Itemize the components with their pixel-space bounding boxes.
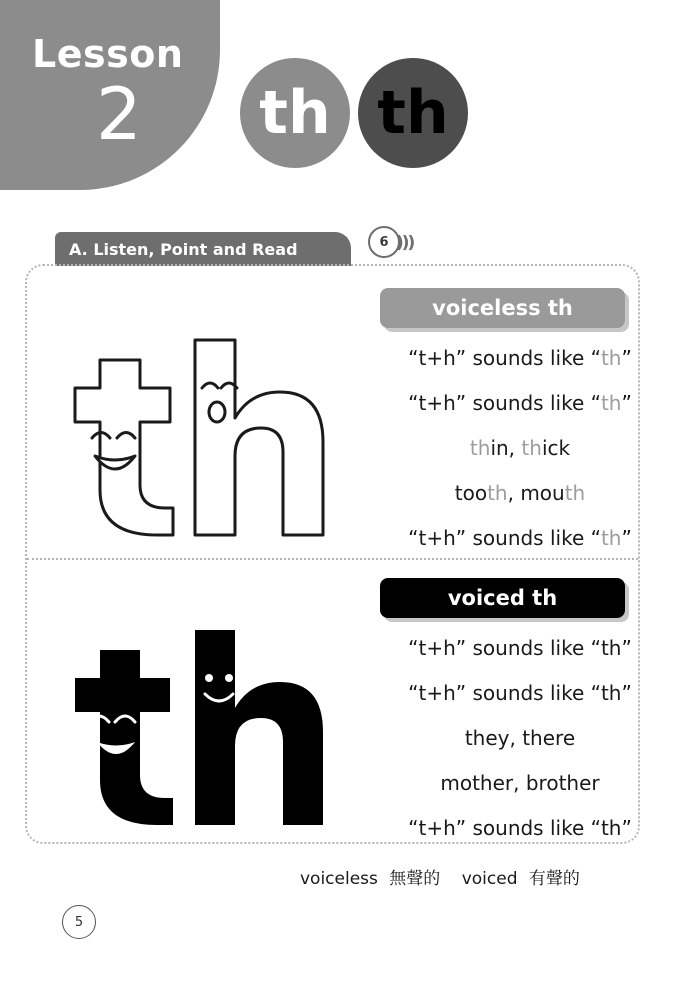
text-segment: “t+h” sounds like “	[408, 346, 601, 370]
text-segment: ick	[541, 436, 571, 460]
text-segment: mother, brother	[440, 771, 600, 795]
glossary-term-voiceless: voiceless	[300, 869, 378, 889]
lesson-number: 2	[96, 72, 142, 156]
voiceless-label: voiceless th	[380, 288, 625, 328]
th-highlight: th	[600, 346, 622, 370]
audio-track-icon[interactable]	[368, 226, 414, 260]
text-segment: “t+h” sounds like “	[408, 391, 601, 415]
th-highlight: th	[469, 436, 491, 460]
th-highlight: th	[564, 481, 586, 505]
audio-track-number: 6	[368, 226, 400, 258]
voiced-text-lines	[355, 626, 685, 851]
glossary-note	[300, 864, 660, 889]
text-segment: ”	[621, 391, 632, 415]
text-line	[355, 716, 685, 761]
voiceless-th-letter-characters	[45, 330, 335, 550]
voiced-th-letter-characters	[45, 620, 335, 840]
text-segment: in,	[490, 436, 522, 460]
voiceless-text-lines	[355, 336, 685, 561]
text-segment: , mou	[507, 481, 565, 505]
text-segment: “t+h” sounds like “th”	[408, 816, 632, 840]
text-segment: too	[454, 481, 488, 505]
th-circle-voiceless: th	[240, 58, 350, 168]
text-segment: “t+h” sounds like “	[408, 526, 601, 550]
page-number: 5	[62, 905, 96, 939]
text-segment: “t+h” sounds like “th”	[408, 681, 632, 705]
voiced-label: voiced th	[380, 578, 625, 618]
glossary-term-voiced: voiced	[461, 869, 518, 889]
text-line	[355, 381, 685, 426]
text-line	[355, 761, 685, 806]
text-line	[355, 471, 685, 516]
text-segment: they, there	[464, 726, 576, 750]
text-line	[355, 671, 685, 716]
th-highlight: th	[521, 436, 542, 460]
text-segment: “t+h” sounds like “th”	[408, 636, 632, 660]
th-circle-voiced: th	[358, 58, 468, 168]
text-line	[355, 626, 685, 671]
text-line	[355, 806, 685, 851]
text-line	[355, 336, 685, 381]
text-segment: ”	[621, 346, 632, 370]
section-title: A. Listen, Point and Read	[55, 232, 351, 266]
glossary-gloss-voiced: 有聲的	[528, 869, 580, 889]
text-line	[355, 426, 685, 471]
th-highlight: th	[600, 391, 622, 415]
th-highlight: th	[600, 526, 622, 550]
glossary-gloss-voiceless: 無聲的	[389, 869, 441, 889]
text-line	[355, 516, 685, 561]
text-segment: ”	[621, 526, 632, 550]
speaker-wave-icon: )))	[396, 233, 414, 253]
th-highlight: th	[487, 481, 508, 505]
lesson-label: Lesson	[32, 32, 184, 76]
